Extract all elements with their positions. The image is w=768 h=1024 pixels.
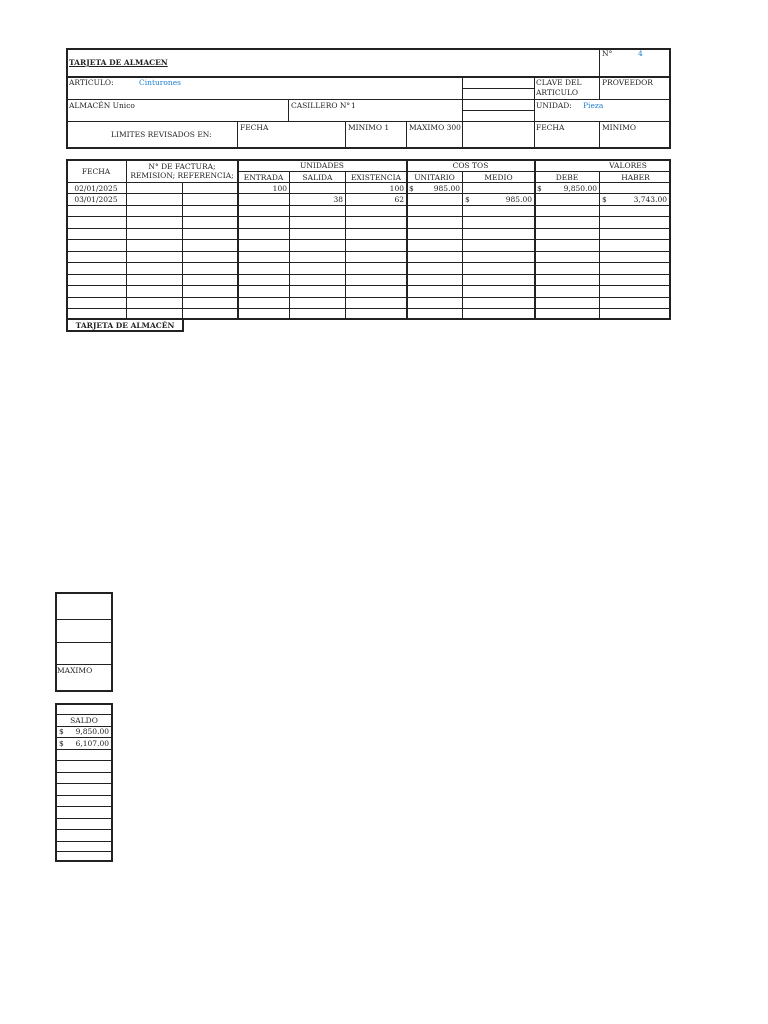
casillero-value: 1 xyxy=(351,101,356,110)
saldo-value: 6,107.00 xyxy=(75,739,109,748)
col-factura-header: N° DE FACTURA; REMISION; REFERENCIA; xyxy=(130,162,234,180)
card-title: TARJETA DE ALMACEN xyxy=(69,58,168,67)
fecha2-label: FECHA xyxy=(536,123,565,132)
saldo-header: SALDO xyxy=(70,716,98,725)
minimo2-label: MINIMO xyxy=(602,123,636,132)
group-costos-header: COS TOS xyxy=(452,161,489,170)
row-unitario: 985.00 xyxy=(433,184,460,193)
almacen-label: ALMACÉN Unico xyxy=(69,101,135,110)
saldo-currency: $ xyxy=(59,727,64,736)
proveedor-label: PROVEEDOR xyxy=(602,78,653,87)
group-valores-header: VALORES xyxy=(609,161,647,170)
saldo-value: 9,850.00 xyxy=(75,727,109,736)
row-debe-currency: $ xyxy=(537,184,542,193)
unidad-value: Pieza xyxy=(583,101,604,110)
row-existencia: 100 xyxy=(389,184,404,193)
maximo-side-label: MAXIMO xyxy=(57,666,93,675)
minimo-label: MINIMO 1 xyxy=(348,123,390,132)
group-unidades-header: UNIDADES xyxy=(300,161,344,170)
fecha-label: FECHA xyxy=(240,123,269,132)
col-unitario-header: UNITARIO xyxy=(414,173,455,182)
articulo-label: ARTICULO: xyxy=(69,78,114,87)
maximo-label: MAXIMO 300 xyxy=(409,123,461,132)
col-existencia-header: EXISTENCIA xyxy=(350,173,402,182)
col-medio-header: MEDIO xyxy=(484,173,513,182)
row-medio-currency: $ xyxy=(465,195,470,204)
row-haber-currency: $ xyxy=(602,195,607,204)
row-fecha: 03/01/2025 xyxy=(74,195,118,204)
saldo-currency: $ xyxy=(59,739,64,748)
number-value: 4 xyxy=(638,49,643,58)
number-label: N° xyxy=(602,49,613,58)
row-fecha: 02/01/2025 xyxy=(74,184,118,193)
casillero-label: CASILLERO N° xyxy=(291,101,351,110)
articulo-value: Cinturones xyxy=(139,78,182,87)
col-entrada-header: ENTRADA xyxy=(243,173,284,182)
col-fecha-header: FECHA xyxy=(81,167,111,176)
clave-label: CLAVE DEL ARTICULO xyxy=(536,78,582,97)
row-haber: 3,743.00 xyxy=(633,195,667,204)
col-debe-header: DEBE xyxy=(555,173,579,182)
col-haber-header: HABER xyxy=(621,173,650,182)
row-unitario-currency: $ xyxy=(409,184,414,193)
limites-label: LIMITES REVISADOS EN: xyxy=(111,130,212,139)
row-medio: 985.00 xyxy=(505,195,532,204)
unidad-label: UNIDAD: xyxy=(536,101,572,110)
row-existencia: 62 xyxy=(394,195,404,204)
sheet-tab-label: TARJETA DE ALMACÉN xyxy=(75,321,175,330)
row-entrada: 100 xyxy=(272,184,287,193)
row-debe: 9,850.00 xyxy=(563,184,597,193)
col-salida-header: SALIDA xyxy=(302,173,333,182)
row-salida: 38 xyxy=(333,195,343,204)
